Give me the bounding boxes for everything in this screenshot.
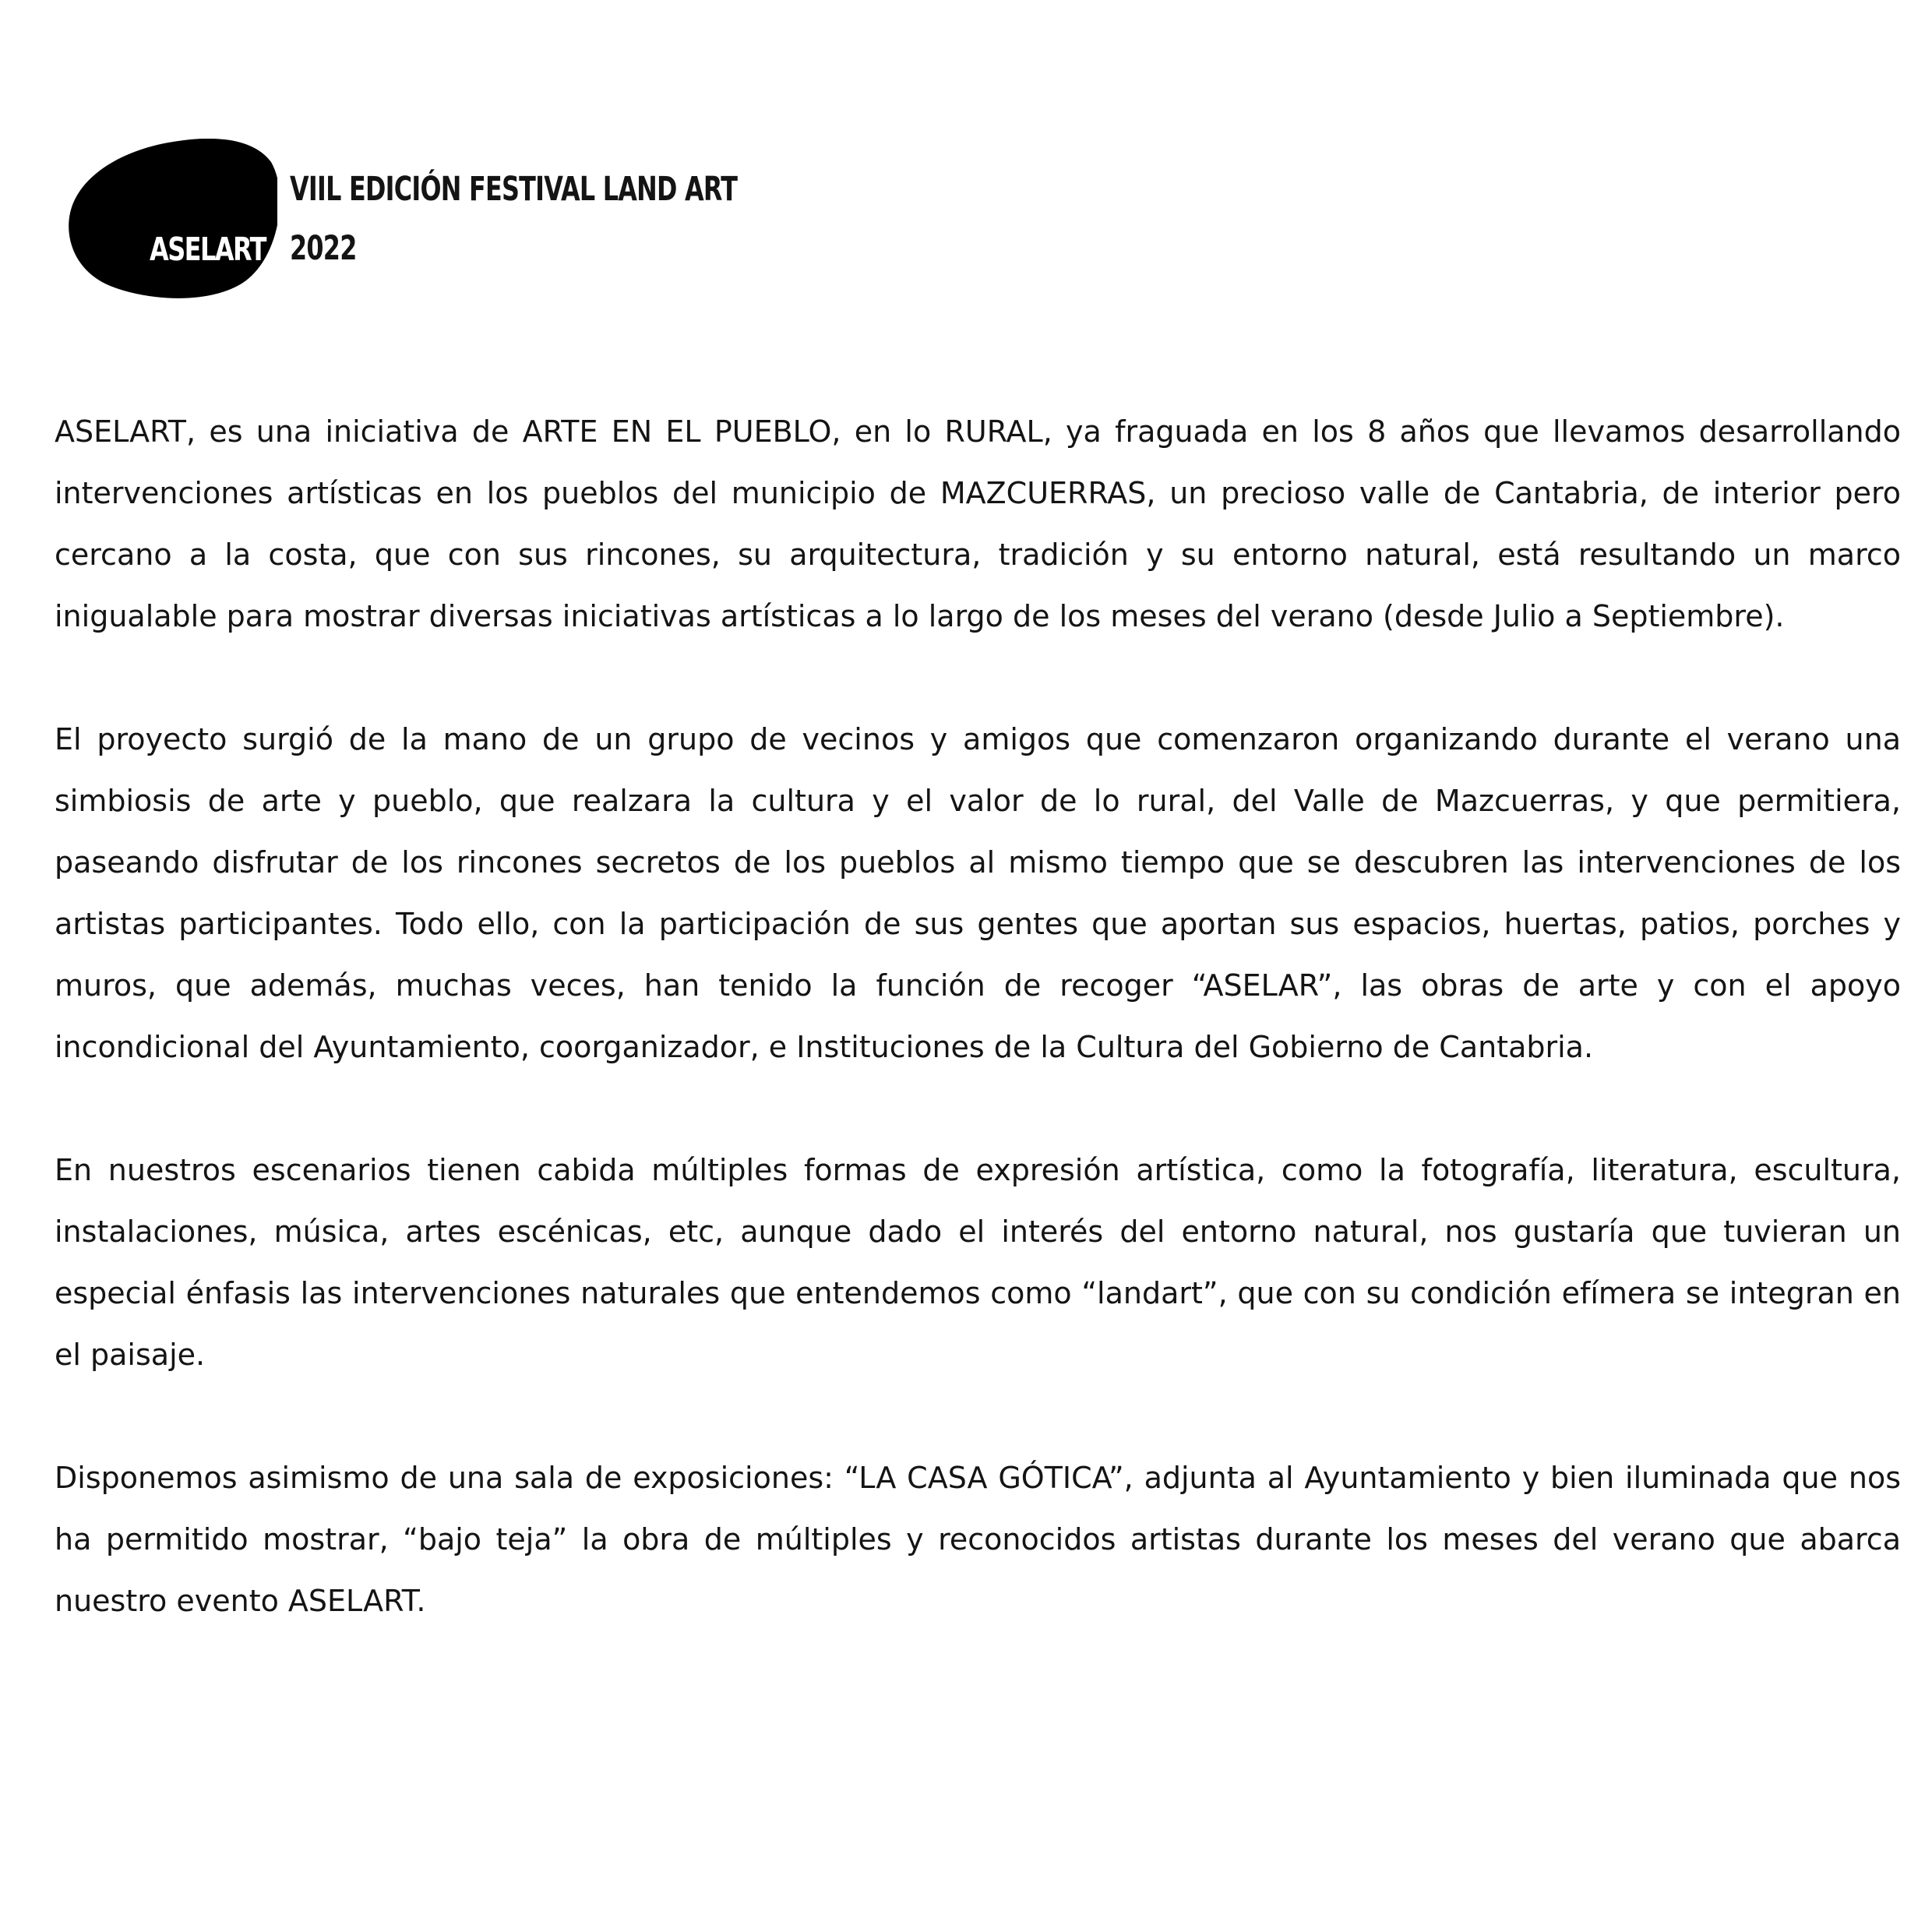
festival-year: 2022 [290, 229, 357, 268]
paragraph-expression-forms: En nuestros escenarios tienen cabida múltiples formas de expresión artística, como la fotografía, literatura, escultura, instalaciones, música, artes escénicas, etc, aunque dado el interés del entorno natural, nos gustaría que tuvieran un especial énfasis las intervenciones naturales que entendemos como “landart”, que con su condición efímera se integran en el paisaje. [55, 1153, 1901, 1372]
paragraph-exhibition-hall: Disponemos asimismo de una sala de exposiciones: “LA CASA GÓTICA”, adjunta al Ayuntamiento y bien iluminada que nos ha permitido mostrar, “bajo teja” la obra de múltiples y reconocidos artistas durante los meses del verano que abarca nuestro evento ASELART. [55, 1461, 1901, 1618]
logo-label: ASELART [150, 231, 266, 268]
aselart-logo-blob [67, 139, 277, 298]
document-body [55, 401, 1901, 1694]
festival-title: VIIL EDICIÓN FESTIVAL LAND ART [290, 170, 738, 209]
document-header [67, 139, 846, 298]
paragraph-project-origin: El proyecto surgió de la mano de un grupo de vecinos y amigos que comenzaron organizando durante el verano una simbiosis de arte y pueblo, que realzara la cultura y el valor de lo rural, del Valle de Mazcuerras, y que permitiera, paseando disfrutar de los rincones secretos de los pueblos al mismo tiempo que se descubren las intervenciones de los artistas participantes. Todo ello, con la participación de sus gentes que aportan sus espacios, huertas, patios, porches y muros, que además, muchas veces, han tenido la función de recoger “ASELAR”, las obras de arte y con el apoyo incondicional del Ayuntamiento, coorganizador, e Instituciones de la Cultura del Gobierno de Cantabria. [55, 722, 1901, 1064]
paragraph-intro: ASELART, es una iniciativa de ARTE EN EL PUEBLO, en lo RURAL, ya fraguada en los 8 años que llevamos desarrollando intervenciones artísticas en los pueblos del municipio de MAZCUERRAS, un precioso valle de Cantabria, de interior pero cercano a la costa, que con sus rincones, su arquitectura, tradición y su entorno natural, está resultando un marco inigualable para mostrar diversas iniciativas artísticas a lo largo de los meses del verano (desde Julio a Septiembre). [55, 414, 1901, 633]
